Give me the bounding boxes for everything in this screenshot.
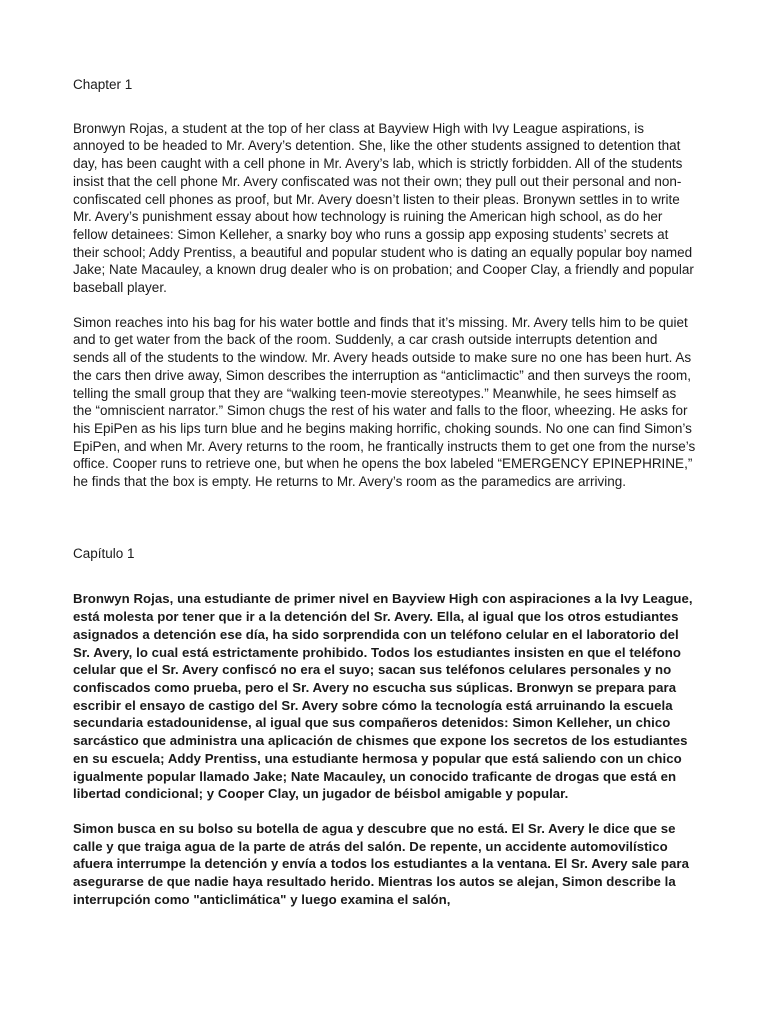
chapter-heading-spanish: Capítulo 1: [73, 545, 135, 561]
spanish-paragraph-2: Simon busca en su bolso su botella de agua y descubre que no está. El Sr. Avery le dice que se calle y que traiga agua de la parte de atrás del salón. De repente, un accidente automovilístico afuera interrumpe la detención y envía a todos los estudiantes a la ventana. El Sr. Avery sale para asegurarse de que nadie haya resultado herido. Mientras los autos se alejan, Simon describe la interrupción como "anticlimática" y luego examina el salón,: [73, 820, 689, 907]
document-body: [73, 76, 697, 908]
english-paragraph-1: Bronwyn Rojas, a student at the top of her class at Bayview High with Ivy League aspirations, is annoyed to be headed to Mr. Avery’s detention. She, like the other students assigned to detention that day, has been caught with a cell phone in Mr. Avery’s lab, which is strictly forbidden. All of the students insist that the cell phone Mr. Avery confiscated was not their own; they pull out their personal and non-confiscated cell phones as proof, but Mr. Avery doesn’t listen to their pleas. Bronywn settles in to write Mr. Avery’s punishment essay about how technology is ruining the American high school, as do her fellow detainees: Simon Kelleher, a snarky boy who runs a gossip app exposing students’ secrets at their school; Addy Prentiss, a beautiful and popular student who is dating an equally popular boy named Jake; Nate Macauley, a known drug dealer who is on probation; and Cooper Clay, a friendly and popular baseball player.: [73, 120, 694, 296]
english-paragraph-2: Simon reaches into his bag for his water bottle and finds that it’s missing. Mr. Avery tells him to be quiet and to get water from the back of the room. Suddenly, a car crash outside interrupts detention and sends all of the students to the window. Mr. Avery heads outside to make sure no one has been hurt. As the cars then drive away, Simon describes the interruption as “anticlimactic” and then surveys the room, telling the small group that they are “walking teen-movie stereotypes.” Meanwhile, he sees himself as the “omniscient narrator.” Simon chugs the rest of his water and falls to the floor, wheezing. He asks for his EpiPen as his lips turn blue and he begins making horrific, choking sounds. No one can find Simon’s EpiPen, and when Mr. Avery returns to the room, he frantically instructs them to get one from the nurse’s office. Cooper runs to retrieve one, but when he opens the box labeled “EMERGENCY EPINEPHRINE,” he finds that the box is empty. He returns to Mr. Avery’s room as the paramedics are arriving.: [73, 314, 696, 490]
chapter-heading-english: Chapter 1: [73, 77, 133, 92]
spanish-paragraph-1: Bronwyn Rojas, una estudiante de primer nivel en Bayview High con aspiraciones a la Ivy League, está molesta por tener que ir a la detención del Sr. Avery. Ella, al igual que los otros estudiantes asignados a detención ese día, ha sido sorprendida con un teléfono celular en el laboratorio del Sr. Avery, lo cual está estrictamente prohibido. Todos los estudiantes insisten en que el teléfono celular que el Sr. Avery confiscó no era el suyo; sacan sus teléfonos celulares personales y no confiscados como prueba, pero el Sr. Avery no escucha sus súplicas. Bronwyn se prepara para escribir el ensayo de castigo del Sr. Avery sobre cómo la tecnología está arruinando la escuela secundaria estadounidense, al igual que sus compañeros detenidos: Simon Kelleher, un chico sarcástico que administra una aplicación de chismes que expone los secretos de los estudiantes en su escuela; Addy Prentiss, una estudiante hermosa y popular que está saliendo con un chico igualmente popular llamado Jake; Nate Macauley, un conocido traficante de drogas que está en libertad condicional; y Cooper Clay, un jugador de béisbol amigable y popular.: [73, 591, 693, 802]
